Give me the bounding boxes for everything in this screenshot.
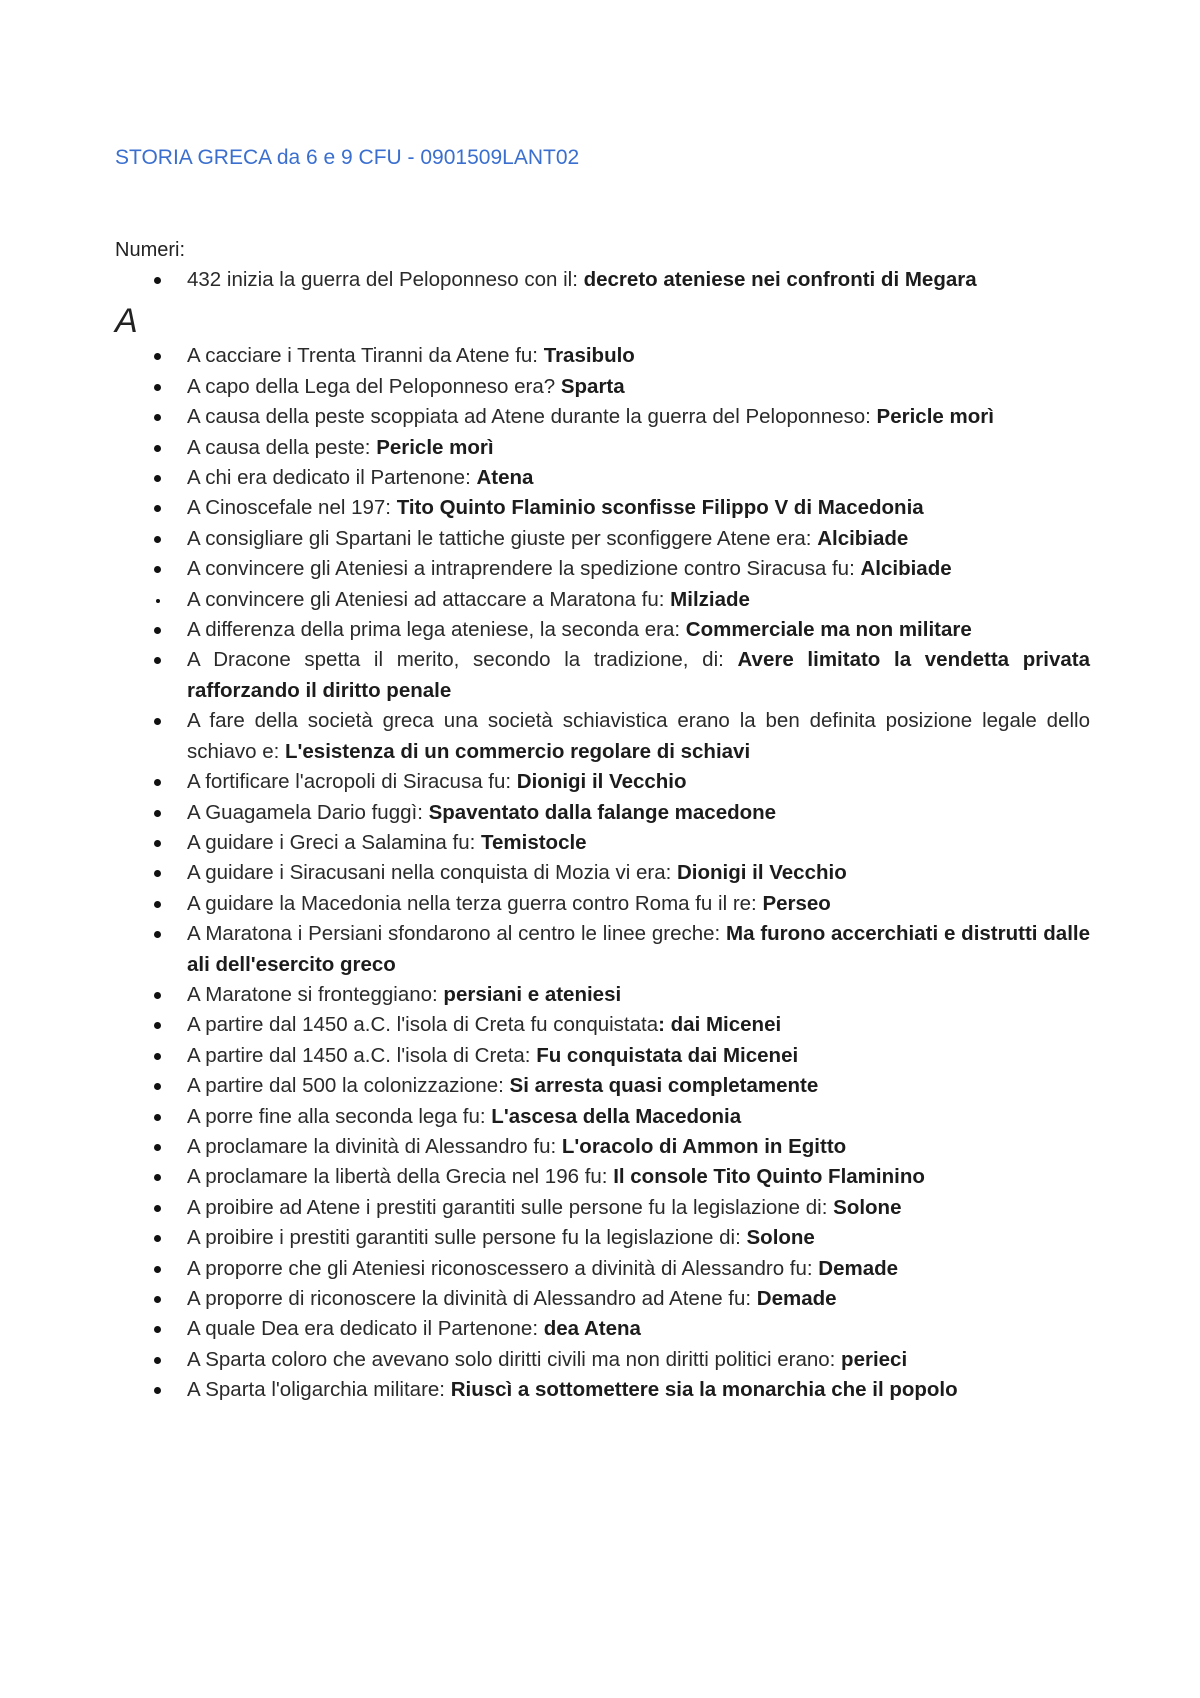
question-text: A Guagamela Dario fuggì: [187, 800, 429, 824]
list-item [187, 372, 1090, 402]
list-item [187, 585, 1090, 615]
question-text: A Sparta l'oligarchia militare: [187, 1378, 451, 1402]
bullet-icon [154, 1387, 161, 1394]
bullet-icon [154, 1053, 161, 1060]
question-text: A causa della peste: [187, 435, 377, 459]
list-item [187, 1314, 1090, 1344]
list-item [187, 767, 1090, 797]
bullet-icon [154, 414, 161, 421]
bullet-icon [154, 1296, 161, 1303]
bullet-icon [154, 1205, 161, 1212]
list-item [187, 1162, 1090, 1192]
bullet-icon [154, 1114, 161, 1121]
bullet-icon [154, 810, 161, 817]
bullet-icon [154, 1357, 161, 1364]
answer-text: L'esistenza di un commercio regolare di schiavi [285, 739, 751, 763]
answer-text: persiani e ateniesi [443, 982, 622, 1006]
list-item [187, 524, 1090, 554]
bullet-icon [154, 870, 161, 877]
question-text: A partire dal 1450 a.C. l'isola di Creta: [187, 1043, 537, 1067]
answer-text: Sparta [560, 374, 625, 398]
bullet-icon [154, 566, 161, 573]
list-item [187, 1345, 1090, 1375]
list-item [187, 1284, 1090, 1314]
answer-text: Fu conquistata dai Micenei [536, 1043, 799, 1067]
answer-text: Si arresta quasi completamente [509, 1074, 819, 1098]
bullet-icon [154, 657, 161, 664]
list-item [187, 1071, 1090, 1101]
bullet-icon [154, 992, 161, 999]
bullet-icon [154, 718, 161, 725]
answer-text: Ma furono accerchiati e distrutti dalle ali dell'esercito greco [187, 922, 1090, 976]
bullet-icon [154, 1083, 161, 1090]
question-text: A proibire i prestiti garantiti sulle persone fu la legislazione di: [187, 1226, 747, 1250]
bullet-icon [156, 599, 160, 603]
list-item [187, 1193, 1090, 1223]
list-item [187, 919, 1090, 980]
answer-text: Spaventato dalla falange macedone [428, 800, 777, 824]
answer-text: dea Atena [543, 1317, 641, 1341]
bullet-icon [154, 627, 161, 634]
list-item [187, 645, 1090, 706]
bullet-icon [154, 840, 161, 847]
question-text: A Sparta coloro che avevano solo diritti civili ma non diritti politici erano: [187, 1347, 842, 1371]
question-text: A causa della peste scoppiata ad Atene durante la guerra del Peloponneso: [187, 405, 877, 429]
list-item [187, 798, 1090, 828]
question-text: A Maratone si fronteggiano: [187, 982, 444, 1006]
question-text: A cacciare i Trenta Tiranni da Atene fu: [187, 344, 544, 368]
list-item [187, 554, 1090, 584]
answer-text: Demade [756, 1287, 837, 1310]
question-text: A Cinoscefale nel 197: [187, 496, 397, 520]
question-text: A convincere gli Ateniesi ad attaccare a Maratona fu: [187, 587, 671, 611]
answer-text: Temistocle [481, 830, 587, 854]
section-label-numeri: Numeri: [115, 239, 186, 261]
list-item [187, 1223, 1090, 1253]
question-text: A differenza della prima lega ateniese, la seconda era: [187, 618, 686, 642]
answer-text: Il console Tito Quinto Flaminino [613, 1165, 925, 1189]
answer-text: Dionigi il Vecchio [516, 770, 687, 794]
bullet-icon [154, 1174, 161, 1181]
bullet-icon [154, 1266, 161, 1273]
answer-text: Milziade [670, 587, 750, 611]
list-item [187, 889, 1090, 919]
question-text: A proporre che gli Ateniesi riconoscessero a divinità di Alessandro fu: [187, 1256, 819, 1280]
answer-text: Pericle morì [876, 405, 994, 429]
question-text: A Maratona i Persiani sfondarono al centro le linee greche: [187, 922, 727, 946]
list-item [187, 402, 1090, 432]
question-text: A proclamare la libertà della Grecia nel 196 fu: [187, 1165, 614, 1189]
answer-text: decreto ateniese nei confronti di Megara [583, 268, 977, 291]
question-text: A proclamare la divinità di Alessandro fu: [187, 1134, 562, 1158]
bullet-icon [154, 536, 161, 543]
question-text: A chi era dedicato il Partenone: [187, 466, 477, 490]
list-item [187, 463, 1090, 493]
question-text: A proibire ad Atene i prestiti garantiti sulle persone fu la legislazione di: [187, 1195, 834, 1219]
letter-a-list [115, 341, 1090, 1405]
list-item [187, 706, 1090, 767]
answer-text: perieci [841, 1347, 908, 1371]
list-item [187, 493, 1090, 523]
list-item [187, 858, 1090, 888]
question-text: A partire dal 500 la colonizzazione: [187, 1074, 510, 1098]
answer-text: Atena [476, 466, 534, 490]
question-text: A capo della Lega del Peloponneso era? [187, 374, 561, 398]
list-item [187, 1102, 1090, 1132]
answer-text: Trasibulo [543, 344, 635, 368]
bullet-icon [154, 353, 161, 360]
answer-text: Solone [746, 1226, 815, 1250]
answer-text: L'oracolo di Ammon in Egitto [561, 1134, 847, 1158]
list-item [187, 828, 1090, 858]
bullet-icon [154, 384, 161, 391]
bullet-icon [154, 1144, 161, 1151]
answer-text: L'ascesa della Macedonia [491, 1104, 742, 1128]
list-item [187, 1041, 1090, 1071]
list-item [187, 433, 1090, 463]
answer-text: Alcibiade [817, 526, 909, 550]
answer-text: Alcibiade [860, 557, 952, 581]
list-item [187, 615, 1090, 645]
bullet-icon [154, 931, 161, 938]
question-text: A proporre di riconoscere la divinità di Alessandro ad Atene fu: [187, 1287, 757, 1310]
question-text: A quale Dea era dedicato il Partenone: [187, 1317, 544, 1341]
answer-text: : dai Micenei [658, 1013, 782, 1037]
answer-text: Dionigi il Vecchio [677, 861, 847, 885]
question-text: A guidare i Siracusani nella conquista di Mozia vi era: [187, 861, 677, 885]
bullet-icon [154, 1235, 161, 1242]
numeri-list [115, 265, 1090, 295]
list-item [187, 1010, 1090, 1040]
question-text: A convincere gli Ateniesi a intraprendere la spedizione contro Siracusa fu: [187, 557, 861, 581]
question-text: A porre fine alla seconda lega fu: [187, 1104, 492, 1128]
list-item [187, 265, 1090, 295]
answer-text: Solone [833, 1195, 902, 1219]
question-text: A consigliare gli Spartani le tattiche giuste per sconfiggere Atene era: [187, 526, 818, 550]
answer-text: Tito Quinto Flaminio sconfisse Filippo V di Macedonia [396, 496, 924, 520]
bullet-icon [154, 475, 161, 482]
answer-text: Pericle morì [376, 435, 494, 459]
bullet-icon [154, 779, 161, 786]
list-item [187, 1254, 1090, 1284]
answer-text: Riuscì a sottomettere sia la monarchia che il popolo [450, 1378, 958, 1402]
bullet-icon [154, 445, 161, 452]
bullet-icon [154, 1022, 161, 1029]
question-text: A fortificare l'acropoli di Siracusa fu: [187, 770, 517, 794]
bullet-icon [154, 1326, 161, 1333]
question-text: 432 inizia la guerra del Peloponneso con il: [187, 268, 584, 291]
list-item [187, 1132, 1090, 1162]
question-text: A partire dal 1450 a.C. l'isola di Creta fu conquistata [187, 1013, 659, 1037]
document-title: STORIA GRECA da 6 e 9 CFU - 0901509LANT02 [115, 146, 580, 169]
question-text: A guidare i Greci a Salamina fu: [187, 830, 481, 854]
letter-heading: A [115, 302, 138, 341]
bullet-icon [154, 901, 161, 908]
list-item [187, 1375, 1090, 1405]
answer-text: Commerciale ma non militare [685, 618, 972, 642]
question-text: A guidare la Macedonia nella terza guerra contro Roma fu il re: [187, 891, 763, 915]
answer-text: Avere limitato la vendetta privata rafforzando il diritto penale [187, 648, 1090, 702]
document-page [115, 143, 1090, 1406]
bullet-icon [154, 277, 161, 284]
list-item [187, 980, 1090, 1010]
list-item [187, 341, 1090, 371]
question-text: A fare della società greca una società schiavistica erano la ben definita posizione legale dello schiavo e: [187, 709, 1090, 763]
question-text: A Dracone spetta il merito, secondo la tradizione, di: [187, 648, 738, 672]
bullet-icon [154, 505, 161, 512]
answer-text: Demade [818, 1256, 899, 1280]
answer-text: Perseo [762, 891, 831, 915]
